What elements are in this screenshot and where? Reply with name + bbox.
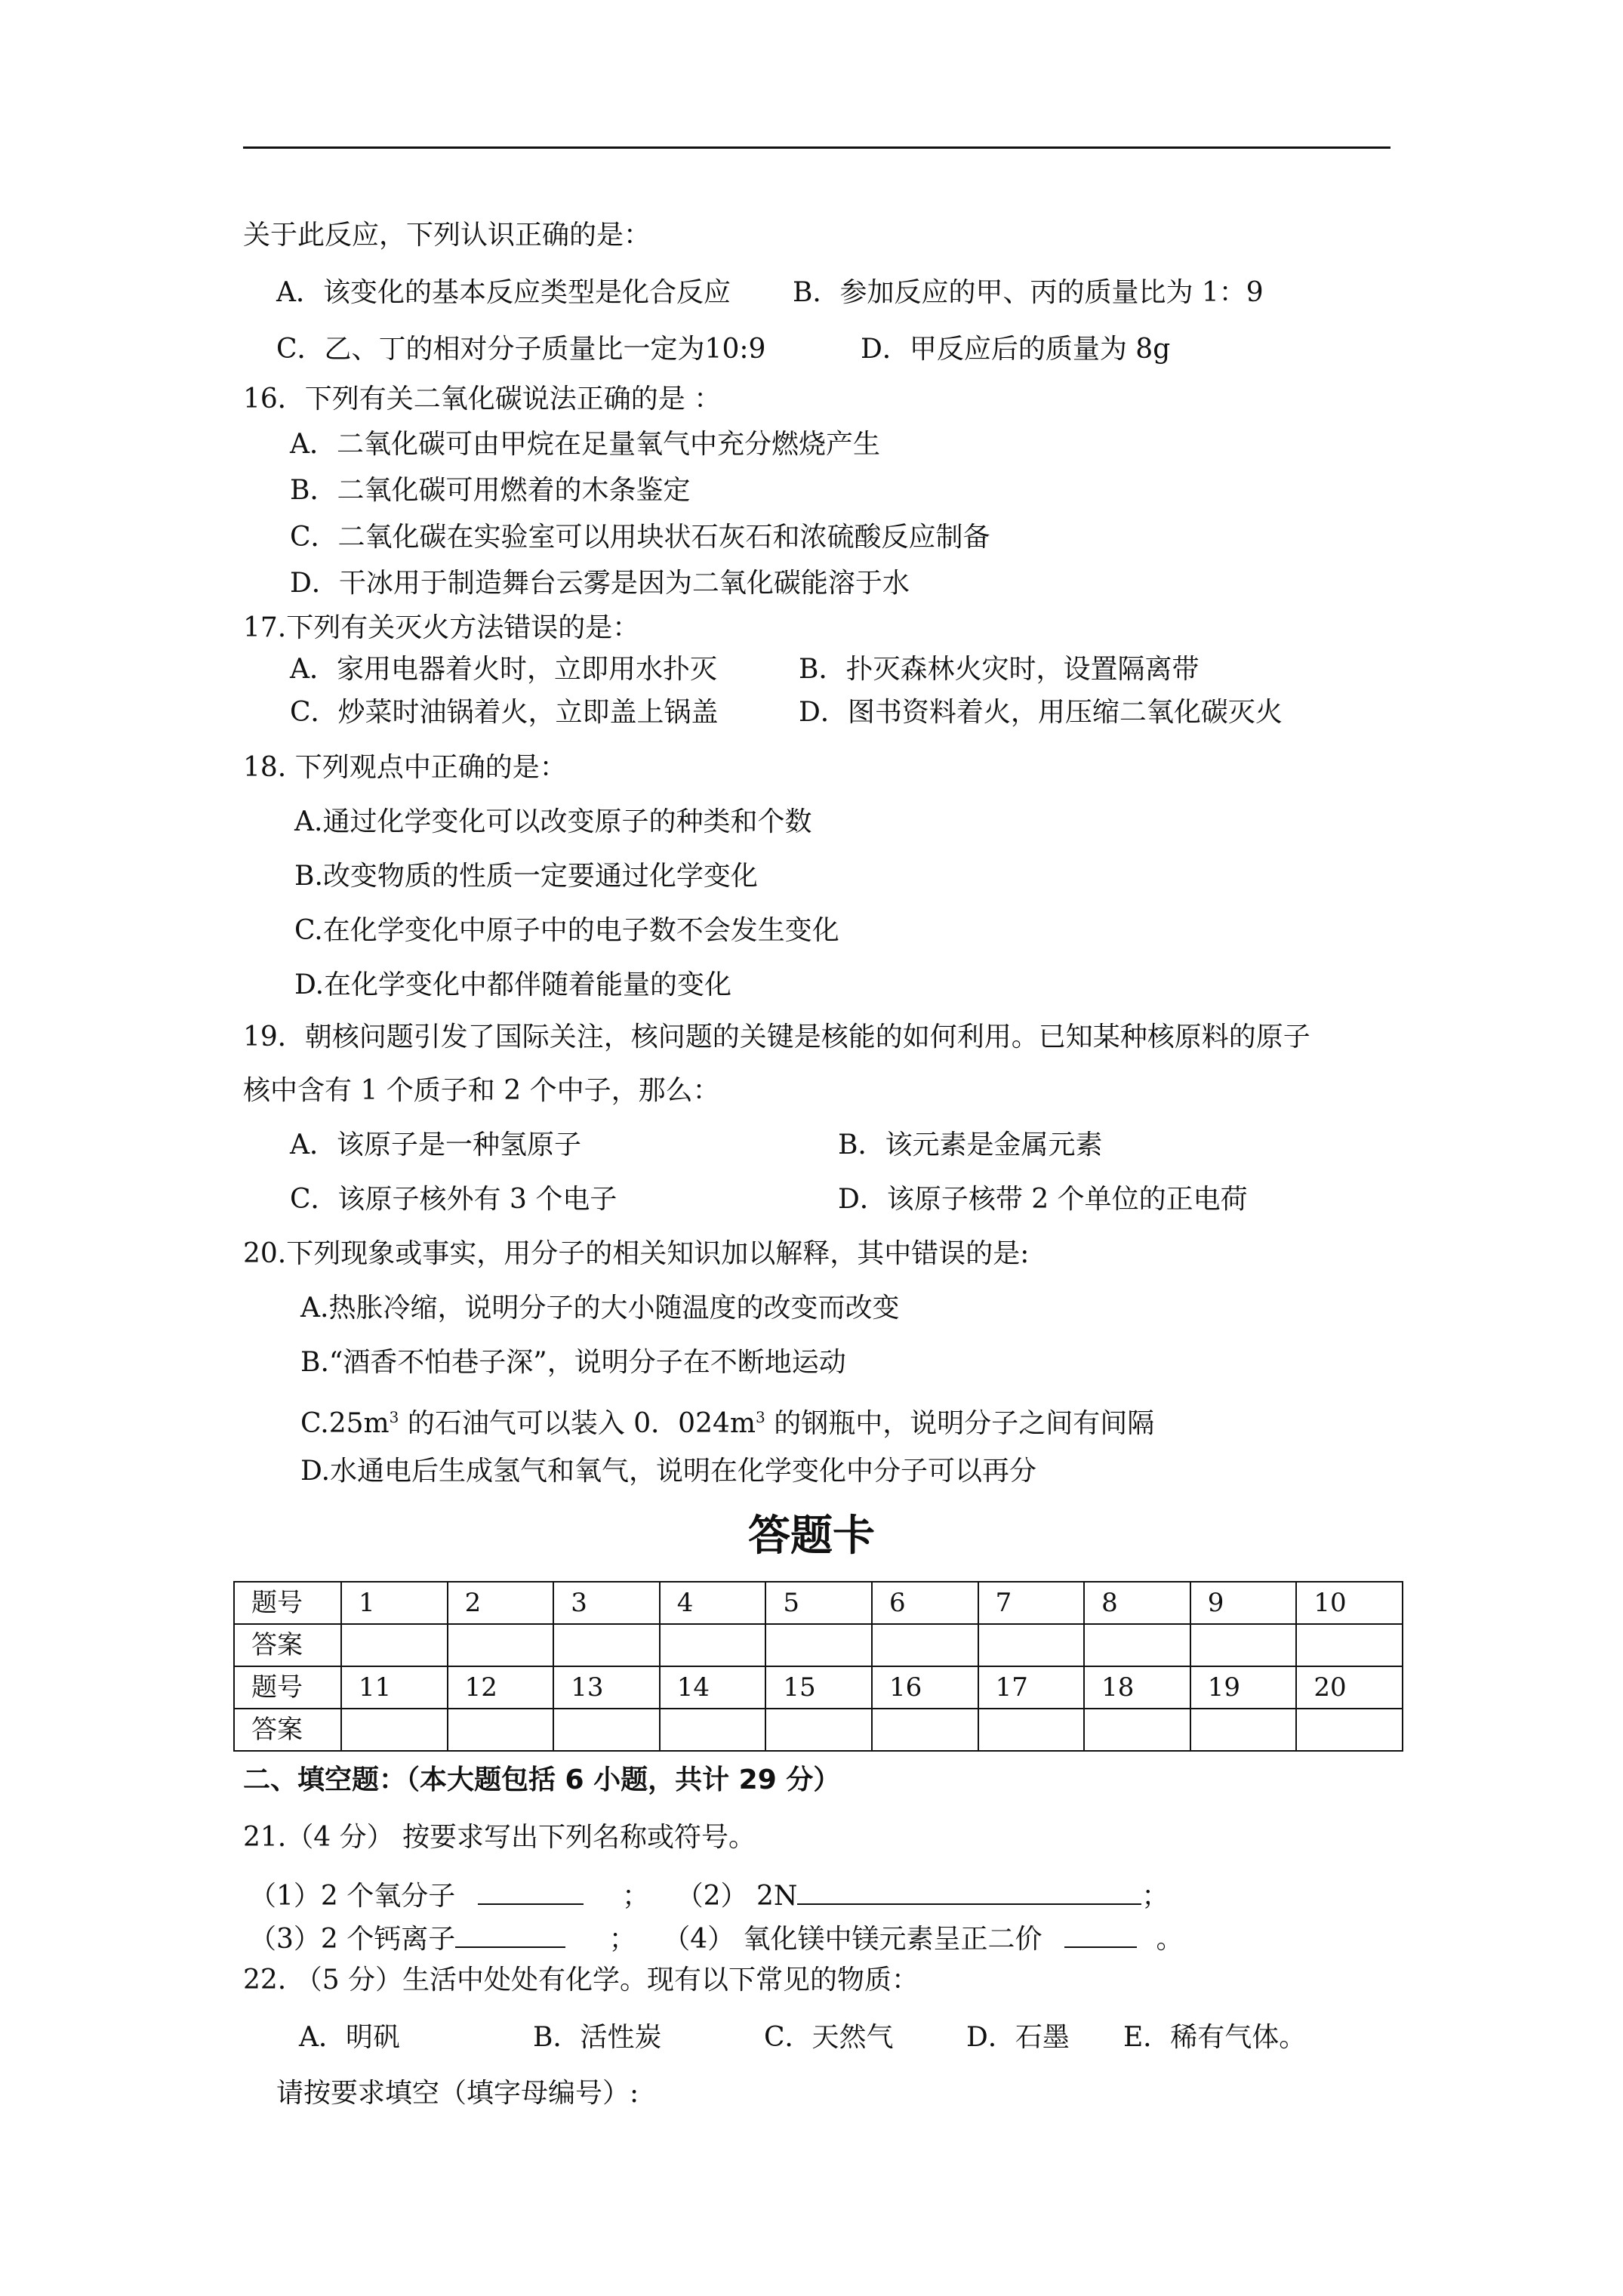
answer-cell[interactable]	[341, 1709, 448, 1751]
question-number: 8	[1084, 1582, 1190, 1624]
q19-option-a: A．该原子是一种氢原子	[290, 1130, 581, 1160]
answer-cell[interactable]	[448, 1709, 554, 1751]
q20-option-c: $C.25m^3$ 的石油气可以装入 0．$024m^3$ 的钢瓶中，说明分子之间有间隔	[300, 1408, 1155, 1439]
q21-blank-4[interactable]	[1064, 1921, 1137, 1948]
question-number: 9	[1190, 1582, 1297, 1624]
answer-card-title: 答题卡	[748, 1512, 875, 1561]
question-number: 16	[872, 1666, 978, 1709]
q21-separator: ；	[608, 1924, 636, 1955]
header-rule	[243, 146, 1390, 149]
answer-cell[interactable]	[1190, 1624, 1297, 1666]
q20-option-b: B.“酒香不怕巷子深”，说明分子在不断地运动	[300, 1347, 846, 1378]
q21-row-1	[249, 1878, 1169, 1913]
answer-card-answer-row-2	[234, 1709, 1403, 1751]
question-number: 15	[765, 1666, 872, 1709]
q18-option-b: B.改变物质的性质一定要通过化学变化	[294, 861, 758, 892]
q21-item-3-label: （3）2 个钙离子	[249, 1924, 456, 1955]
q15-stem: 关于此反应，下列认识正确的是：	[243, 220, 651, 251]
question-number: 20	[1296, 1666, 1403, 1709]
q21-stem: 21.（4 分） 按要求写出下列名称或符号。	[243, 1822, 756, 1853]
answer-cell[interactable]	[553, 1624, 660, 1666]
number-row-label: 题号	[234, 1582, 341, 1624]
q15-option-b: B．参加反应的甲、丙的质量比为 1：9	[793, 277, 1264, 308]
question-number: 11	[341, 1666, 448, 1709]
q21-item-1-label: （1）2 个氧分子	[249, 1881, 456, 1912]
answer-cell[interactable]	[448, 1624, 554, 1666]
q16-option-b: B．二氧化碳可用燃着的木条鉴定	[290, 475, 691, 506]
q22-choice-d: D．石墨	[966, 2022, 1070, 2053]
q20-option-d: D.水通电后生成氢气和氧气，说明在化学变化中分子可以再分	[300, 1456, 1037, 1487]
q20-stem: 20.下列现象或事实，用分子的相关知识加以解释，其中错误的是:	[243, 1238, 1030, 1269]
q21-item-4-label: （4） 氧化镁中镁元素呈正二价	[663, 1924, 1042, 1955]
question-number: 4	[660, 1582, 766, 1624]
answer-cell[interactable]	[978, 1624, 1085, 1666]
q15-option-d: D．甲反应后的质量为 8g	[861, 334, 1171, 365]
answer-cell[interactable]	[1084, 1709, 1190, 1751]
q18-option-a: A.通过化学变化可以改变原子的种类和个数	[294, 806, 812, 837]
q22-choice-e: E．稀有气体。	[1123, 2022, 1307, 2053]
q22-choice-b: B．活性炭	[533, 2022, 662, 2053]
section-2-title: 二、填空题：（本大题包括 6 小题，共计 29 分）	[243, 1764, 841, 1795]
q15-option-c: C．乙、丁的相对分子质量比一定为10:9	[276, 334, 766, 365]
answer-cell[interactable]	[1296, 1709, 1403, 1751]
q21-item-2-label: （2） 2N	[676, 1881, 798, 1912]
q18-option-d: D.在化学变化中都伴随着能量的变化	[294, 969, 732, 1000]
answer-cell[interactable]	[660, 1624, 766, 1666]
q19-option-c: C．该原子核外有 3 个电子	[290, 1184, 617, 1215]
q21-blank-3[interactable]	[455, 1921, 565, 1948]
q21-blank-1[interactable]	[478, 1878, 584, 1905]
q16-stem: 16．下列有关二氧化碳说法正确的是 ：	[243, 384, 722, 415]
answer-row-label: 答案	[234, 1624, 341, 1666]
answer-cell[interactable]	[978, 1709, 1085, 1751]
q18-stem: 18. 下列观点中正确的是：	[243, 752, 567, 783]
answer-card-answer-row-1	[234, 1624, 1403, 1666]
answer-cell[interactable]	[1296, 1624, 1403, 1666]
answer-cell[interactable]	[765, 1709, 872, 1751]
q20-option-a: A.热胀冷缩，说明分子的大小随温度的改变而改变	[300, 1293, 900, 1324]
question-number: 2	[448, 1582, 554, 1624]
q22-stem: 22. （5 分）生活中处处有化学。现有以下常见的物质：	[243, 1965, 919, 1996]
q17-option-c: C．炒菜时油锅着火，立即盖上锅盖	[290, 697, 719, 728]
q21-row-2	[249, 1921, 1183, 1956]
q16-option-d: D．干冰用于制造舞台云雾是因为二氧化碳能溶于水	[290, 568, 910, 599]
q21-blank-2[interactable]	[797, 1878, 1141, 1905]
answer-cell[interactable]	[660, 1709, 766, 1751]
q19-option-d: D．该原子核带 2 个单位的正电荷	[838, 1184, 1248, 1215]
question-number: 1	[341, 1582, 448, 1624]
question-number: 3	[553, 1582, 660, 1624]
question-number: 17	[978, 1666, 1085, 1709]
q22-choice-c: C．天然气	[764, 2022, 894, 2053]
q19-stem-line1: 19．朝核问题引发了国际关注，核问题的关键是核能的如何利用。已知某种核原料的原子	[243, 1022, 1310, 1052]
answer-cell[interactable]	[872, 1709, 978, 1751]
q21-separator: ；	[622, 1881, 650, 1912]
answer-card-table	[233, 1581, 1403, 1752]
q16-option-a: A．二氧化碳可由甲烷在足量氧气中充分燃烧产生	[290, 429, 880, 460]
answer-cell[interactable]	[872, 1624, 978, 1666]
question-number: 14	[660, 1666, 766, 1709]
answer-cell[interactable]	[341, 1624, 448, 1666]
q16-option-c: C．二氧化碳在实验室可以用块状石灰石和浓硫酸反应制备	[290, 522, 990, 553]
q18-option-c: C.在化学变化中原子中的电子数不会发生变化	[294, 915, 839, 946]
question-number: 12	[448, 1666, 554, 1709]
question-number: 6	[872, 1582, 978, 1624]
question-number: 5	[765, 1582, 872, 1624]
q17-option-d: D．图书资料着火，用压缩二氧化碳灭火	[799, 697, 1283, 728]
answer-cell[interactable]	[1084, 1624, 1190, 1666]
question-number: 19	[1190, 1666, 1297, 1709]
q19-option-b: B．该元素是金属元素	[838, 1130, 1103, 1160]
q22-choice-a: A．明矾	[299, 2022, 400, 2053]
q17-stem: 17.下列有关灭火方法错误的是：	[243, 612, 640, 643]
answer-cell[interactable]	[765, 1624, 872, 1666]
q21-end-mark: 。	[1156, 1924, 1184, 1955]
q19-stem-line2: 核中含有 1 个质子和 2 个中子，那么：	[243, 1075, 720, 1106]
q17-option-b: B．扑灭森林火灾时，设置隔离带	[799, 654, 1200, 685]
number-row-label: 题号	[234, 1666, 341, 1709]
question-number: 13	[553, 1666, 660, 1709]
answer-cell[interactable]	[1190, 1709, 1297, 1751]
answer-cell[interactable]	[553, 1709, 660, 1751]
q22-instruction: 请按要求填空（填字母编号）:	[276, 2078, 639, 2109]
question-number: 7	[978, 1582, 1085, 1624]
q17-option-a: A．家用电器着火时，立即用水扑灭	[290, 654, 717, 685]
question-number: 10	[1296, 1582, 1403, 1624]
answer-row-label: 答案	[234, 1709, 341, 1751]
answer-card-number-row-1	[234, 1582, 1403, 1624]
question-number: 18	[1084, 1666, 1190, 1709]
q21-separator: ；	[1141, 1881, 1169, 1912]
answer-card-number-row-2	[234, 1666, 1403, 1709]
q15-option-a: A．该变化的基本反应类型是化合反应	[276, 277, 731, 308]
